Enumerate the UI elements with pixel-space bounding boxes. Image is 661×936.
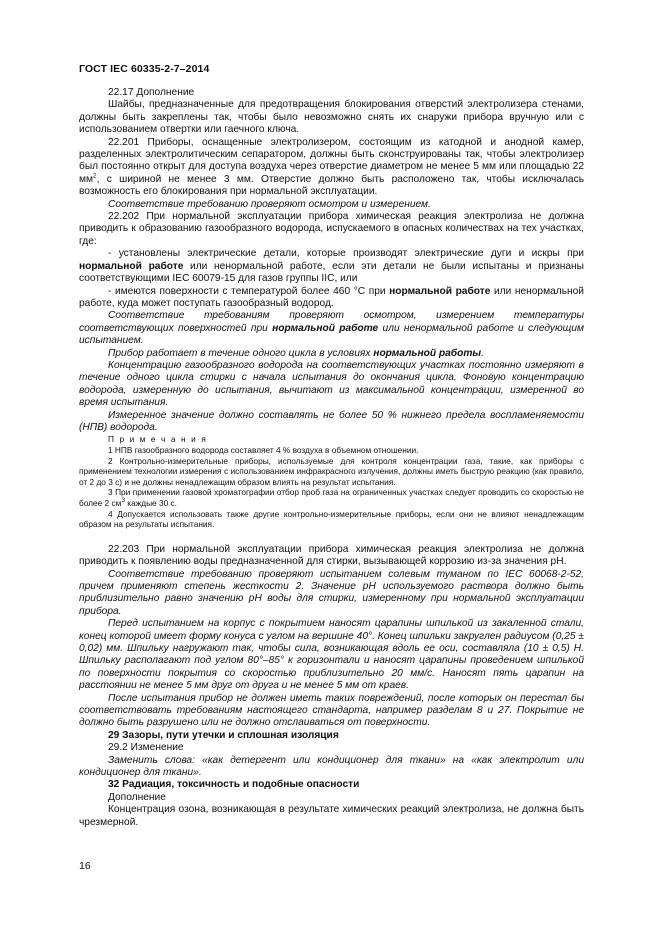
clause-22-17-text: Шайбы, предназначенные для предотвращения блокирования отверстий электролизера стенами, должны быть закреплены так, чтобы было невозможно снять их снаружи прибора вручную или с использованием отвертки или гаечного ключа.: [79, 99, 584, 136]
document-body: [79, 87, 584, 829]
clause-22-202-item-2: - имеются поверхности с температурой более 460 °C при нормальной работе или ненормальной работе, куда может поступать газообразный водород.: [79, 285, 584, 309]
clause-22-203-text: 22.203 При нормальной эксплуатации прибора химическая реакция электролиза не должна приводить к появлению воды предназначенной для стирки, вызывающей коррозию из-за значения pH.: [79, 543, 584, 568]
section-32-text: Концентрация озона, возникающая в результате химических реакций электролиза, не должна быть чрезмерной.: [79, 804, 584, 828]
clause-22-202-intro: 22.202 При нормальной эксплуатации прибора химическая реакция электролиза не должна приводить к образованию газообразного водорода, испускаемого в опасных количествах на тех участках, где:: [79, 211, 584, 247]
section-29-heading: 29 Зазоры, пути утечки и сплошная изоляция: [108, 729, 339, 741]
clause-22-202-compliance: Соответствие требованиям проверяют осмотром, измерением температуры соответствующих поверхностей при нормальной работе или ненормальной работе и следующим испытанием.: [79, 310, 584, 347]
clause-22-203-scratch: Перед испытанием на корпус с покрытием наносят царапины шпилькой из закаленной стали, конец которой имеет форму конуса с углом на вершине 40°. Конец шпильки закруглен радиусом (0,25 ± 0,02) мм. Шпильку нагружают так, чтобы сила, возникающая вдоль ее оси, составляла (10 ± 0,5) Н. Шпильку располагают под углом 80°–85° к горизонтали и наносят царапины проведением шпилькой по поверхности покрытия со скоростью приблизительно 20 мм/с. Наносят пять царапин на расстоянии не менее 5 мм друг от друга и не менее 5 мм от краев.: [79, 618, 584, 692]
section-29-subheading: 29.2 Изменение: [108, 742, 184, 754]
clause-22-203-compliance: Соответствие требованию проверяют испытанием солевым туманом по IEC 60068-2-52, причем применяют степень жесткости 2. Значение pH используемого раствора должно быть приблизительно равно значению pH воды для стирки, измеренному при нормальной эксплуатации прибора.: [79, 568, 584, 617]
clause-22-17-heading: 22.17 Дополнение: [108, 87, 195, 98]
note-3: 3 При применении газовой хроматографии отбор проб газа на ограниченных участках следует проводить со скоростью не более 2 $см^3$ каждые 30 с.: [79, 487, 584, 508]
clause-22-201-text: 22.201 Приборы, оснащенные электролизером, состоящим из катодной и анодной камер, разделенных электролитическим сепаратором, должны быть сконструированы так, чтобы электролизер был постоянно открыт для доступа воздуха через отверстие диаметром не менее 5 мм или площадью 22 $мм^2$, с шириной не менее 3 мм. Отверстие должно быть расположено так, чтобы исключалась возможность его блокирования при нормальной эксплуатации.: [79, 136, 584, 198]
note-1: 1 НПВ газообразного водорода составляет 4 % воздуха в объемном отношении.: [108, 444, 419, 455]
section-29-text: Заменить слова: «как детергент или кондиционер для ткани» на «как электролит или кондиционер для ткани».: [79, 754, 584, 779]
clause-22-201-compliance: Соответствие требованию проверяют осмотром и измерением.: [108, 198, 431, 210]
notes-heading: П р и м е ч а н и я: [108, 434, 208, 445]
clause-22-202-item-1: - установлены электрические детали, которые производят электрические дуги и искры при нормальной работе или ненормальной работе, если эти детали не были испытаны и признаны соответствующими IEC 60079-15 для газов группы IIC, или: [79, 248, 584, 285]
note-2: 2 Контрольно-измерительные приборы, используемые для контроля концентрации газа, такие, как приборы с применением технологии измерения с использованием инфракрасного излучения, должны иметь быструю реакцию (как правило, от 2 до 3 с) и не должны ненадлежащим образом влиять на результат испытания.: [79, 455, 584, 487]
section-32-subheading: Дополнение: [108, 791, 166, 803]
document-header: ГОСТ IEC 60335-2-7–2014: [79, 63, 210, 75]
clause-22-202-cycle: Прибор работает в течение одного цикла в условиях нормальной работы.: [108, 347, 484, 359]
section-32-heading: 32 Радиация, токсичность и подобные опасности: [108, 779, 360, 791]
clause-22-203-after: После испытания прибор не должен иметь таких повреждений, после которых он перестал бы соответствовать требованиям настоящего стандарта, например разделам 8 и 27. Покрытие не должно быть разрушено или не должно отслаиваться от поверхности.: [79, 692, 584, 729]
page-number: 16: [79, 860, 91, 872]
clause-22-202-concentration: Концентрацию газообразного водорода на соответствующих участках постоянно измеряют в течение одного цикла стирки с начала испытания до окончания цикла. Фоновую концентрацию водорода, измеренную до испытания, вычитают из максимальной концентрации, измеренной во время испытания.: [79, 359, 584, 409]
note-4: 4 Допускается использовать также другие контрольно-измерительные приборы, если они не влияют ненадлежащим образом на результаты испытания.: [79, 508, 584, 530]
clause-22-202-limit: Измеренное значение должно составлять не более 50 % нижнего предела воспламеняемости (НПВ) водорода.: [79, 409, 584, 433]
